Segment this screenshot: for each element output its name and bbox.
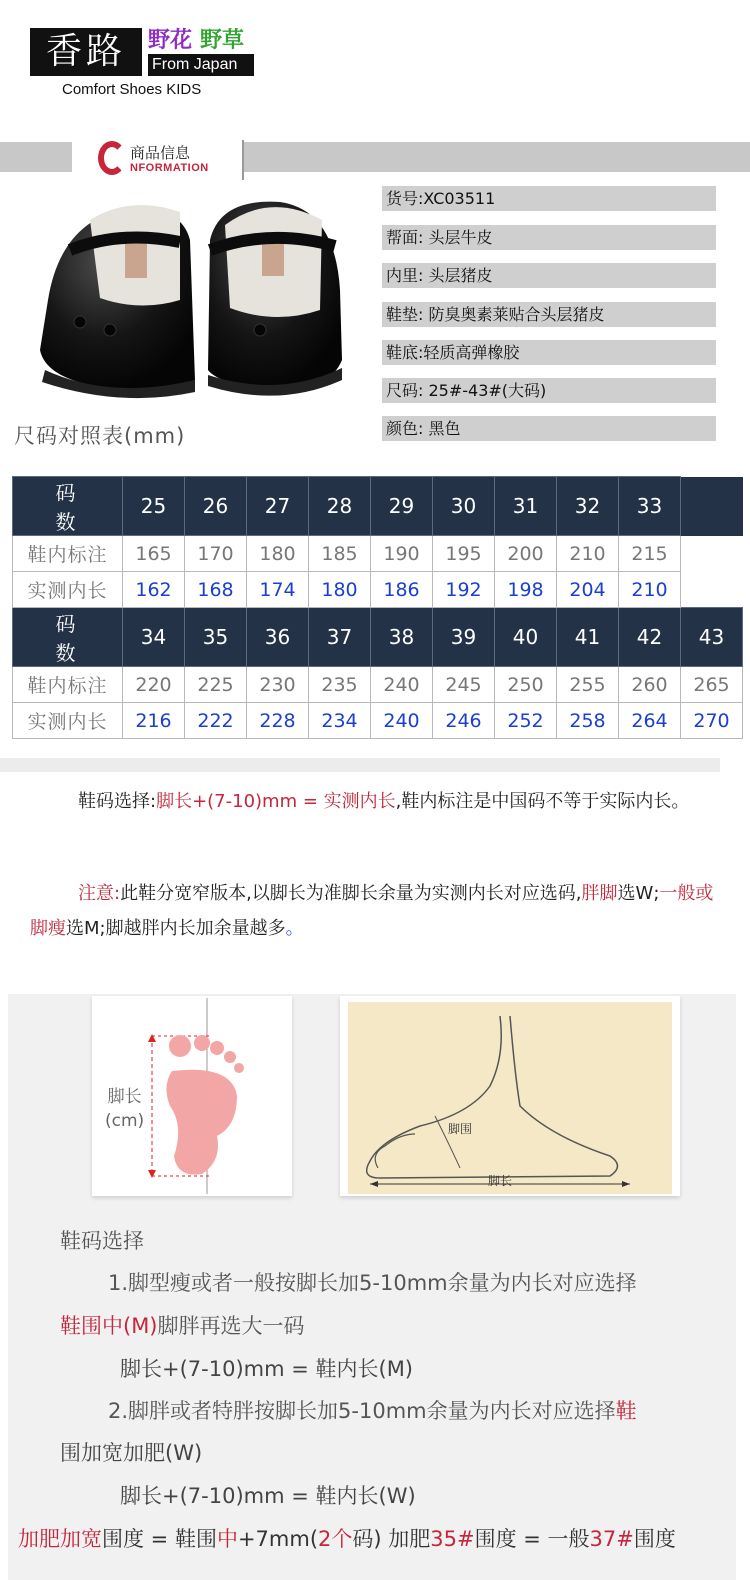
size-cell: 34 <box>123 608 185 667</box>
marked-cell: 190 <box>371 536 433 572</box>
footer-two: 2个 <box>318 1527 353 1551</box>
measured-cell: 216 <box>123 703 185 739</box>
attention-choose-m: 选M;脚越胖内长加余量越多 <box>66 918 286 939</box>
size-cell: 41 <box>557 608 619 667</box>
guide-item-2-shoe: 鞋 <box>615 1399 637 1423</box>
foot-girth-card <box>340 996 680 1196</box>
spec-item-sole: 鞋底:轻质高弹橡胶 <box>382 340 716 365</box>
footer-37: 37# <box>589 1527 634 1551</box>
attention-text: 此鞋分宽窄版本,以脚长为准脚长余量为实测内长对应选码, <box>120 883 582 904</box>
marked-cell: 235 <box>309 667 371 703</box>
size-cell: 39 <box>433 608 495 667</box>
right-shoe <box>208 202 342 396</box>
size-cell: 31 <box>495 477 557 536</box>
measured-cell: 210 <box>619 572 681 608</box>
footer-mid: 中 <box>216 1527 238 1551</box>
marked-cell: 195 <box>433 536 495 572</box>
footer-girth: 围度 = 鞋围 <box>102 1527 217 1551</box>
empty-cell <box>681 572 743 608</box>
spec-item-lining: 内里: 头层猪皮 <box>382 263 716 288</box>
table-row <box>13 703 743 739</box>
measured-cell: 174 <box>247 572 309 608</box>
guide-formula-w: 脚长+(7-10)mm = 鞋内长(W) <box>120 1484 416 1508</box>
table-row <box>13 477 743 536</box>
measured-cell: 264 <box>619 703 681 739</box>
empty-cell <box>681 536 743 572</box>
spec-item-upper: 帮面: 头层牛皮 <box>382 225 716 250</box>
size-cell: 42 <box>619 608 681 667</box>
section-divider <box>0 758 720 772</box>
size-cell: 36 <box>247 608 309 667</box>
attention-choose-w: 选W; <box>617 883 660 904</box>
length-label: 脚长 <box>488 1174 513 1188</box>
info-title: 商品信息 <box>130 144 191 162</box>
marked-cell: 240 <box>371 667 433 703</box>
foot-length-text: 脚长 <box>107 1087 142 1107</box>
foot-length-unit: (cm) <box>105 1111 145 1131</box>
size-cell: 38 <box>371 608 433 667</box>
measured-cell: 252 <box>495 703 557 739</box>
info-divider <box>242 140 244 180</box>
measured-cell: 204 <box>557 572 619 608</box>
measured-cell: 234 <box>309 703 371 739</box>
size-cell: 35 <box>185 608 247 667</box>
foot-length-label <box>105 1085 144 1133</box>
row-label-size: 码 数 <box>13 477 123 536</box>
marked-cell: 185 <box>309 536 371 572</box>
marked-cell: 165 <box>123 536 185 572</box>
marked-cell: 225 <box>185 667 247 703</box>
marked-cell: 215 <box>619 536 681 572</box>
empty-cell <box>681 477 743 536</box>
size-cell: 29 <box>371 477 433 536</box>
spec-item-size: 尺码: 25#-43#(大码) <box>382 378 716 403</box>
marked-cell: 245 <box>433 667 495 703</box>
note-text: ,鞋内标注是中国码不等于实际内长。 <box>395 791 690 812</box>
marked-cell: 255 <box>557 667 619 703</box>
brand-wild-flower: 野花 <box>148 28 193 53</box>
marked-cell: 210 <box>557 536 619 572</box>
row-label-marked: 鞋内标注 <box>13 667 123 703</box>
spec-item-insole: 鞋垫: 防臭奥素莱贴合头层猪皮 <box>382 302 716 327</box>
guide-width-w: 围加宽加肥(W) <box>60 1441 203 1465</box>
footer-wide: 加肥加宽 <box>18 1527 102 1551</box>
shoe-product-image <box>30 180 350 410</box>
measured-cell: 180 <box>309 572 371 608</box>
table-row <box>13 608 743 667</box>
brand-wild-grass: 野草 <box>200 28 245 53</box>
brand-tagline <box>148 28 244 54</box>
attention-note <box>30 876 730 946</box>
spec-item-color: 颜色: 黑色 <box>382 416 716 441</box>
measured-cell: 162 <box>123 572 185 608</box>
measured-cell: 198 <box>495 572 557 608</box>
guide-item-2-text: 2.脚胖或者特胖按脚长加5-10mm余量为内长对应选择 <box>108 1399 616 1423</box>
brand-logo: 香路 <box>30 28 142 76</box>
guide-item-1-cont <box>60 1305 305 1347</box>
marked-cell: 250 <box>495 667 557 703</box>
info-c-icon <box>98 141 126 175</box>
marked-cell: 230 <box>247 667 309 703</box>
measured-cell: 192 <box>433 572 495 608</box>
row-label-marked: 鞋内标注 <box>13 536 123 572</box>
info-bar-right <box>244 142 750 172</box>
measured-cell: 228 <box>247 703 309 739</box>
attention-period: 。 <box>285 918 304 939</box>
marked-cell: 170 <box>185 536 247 572</box>
size-cell: 37 <box>309 608 371 667</box>
marked-cell: 260 <box>619 667 681 703</box>
attention-fat-foot: 胖脚 <box>581 883 618 904</box>
measured-cell: 270 <box>681 703 743 739</box>
note-formula: 脚长+(7-10)mm = 实测内长 <box>156 791 396 812</box>
guide-footer <box>18 1518 676 1560</box>
marked-cell: 265 <box>681 667 743 703</box>
marked-cell: 220 <box>123 667 185 703</box>
footer-code: 码) 加肥 <box>352 1527 431 1551</box>
marked-cell: 180 <box>247 536 309 572</box>
measured-cell: 222 <box>185 703 247 739</box>
size-table <box>12 476 743 739</box>
size-cell: 26 <box>185 477 247 536</box>
guide-formula-m: 脚长+(7-10)mm = 鞋内长(M) <box>120 1357 414 1381</box>
table-row <box>13 667 743 703</box>
attention-label: 注意: <box>78 883 121 904</box>
brand-subtitle: Comfort Shoes KIDS <box>62 81 202 98</box>
footer-end: 围度 <box>633 1527 676 1551</box>
girth-label: 脚围 <box>448 1122 473 1136</box>
left-shoe <box>40 205 195 398</box>
row-label-measured: 实测内长 <box>13 703 123 739</box>
guide-item-2 <box>108 1390 637 1432</box>
guide-size-up: 脚胖再选大一码 <box>157 1314 305 1338</box>
row-label-size: 码 数 <box>13 608 123 667</box>
guide-width-m: 鞋围中(M) <box>60 1314 158 1338</box>
table-row <box>13 572 743 608</box>
size-cell: 25 <box>123 477 185 536</box>
marked-cell: 200 <box>495 536 557 572</box>
size-selection-note <box>30 784 730 819</box>
table-row <box>13 536 743 572</box>
row-label-measured: 实测内长 <box>13 572 123 608</box>
guide-item-1: 1.脚型瘦或者一般按脚长加5-10mm余量为内长对应选择 <box>108 1271 637 1295</box>
size-cell: 28 <box>309 477 371 536</box>
footer-equals: 围度 = 一般 <box>474 1527 590 1551</box>
footer-35: 35# <box>430 1527 475 1551</box>
size-cell: 43 <box>681 608 743 667</box>
measured-cell: 240 <box>371 703 433 739</box>
guide-title: 鞋码选择 <box>60 1229 144 1253</box>
size-chart-title: 尺码对照表(mm) <box>14 424 186 448</box>
footer-plus: +7mm( <box>237 1527 319 1551</box>
size-cell: 32 <box>557 477 619 536</box>
measured-cell: 258 <box>557 703 619 739</box>
size-cell: 30 <box>433 477 495 536</box>
spec-item-number: 货号:XC03511 <box>382 186 716 211</box>
attention-thin-foot: 一般或脚瘦 <box>30 883 714 939</box>
foot-side-illustration <box>340 996 680 1196</box>
size-cell: 40 <box>495 608 557 667</box>
measured-cell: 168 <box>185 572 247 608</box>
measured-cell: 246 <box>433 703 495 739</box>
brand-from-japan: From Japan <box>148 54 254 76</box>
size-cell: 27 <box>247 477 309 536</box>
size-cell: 33 <box>619 477 681 536</box>
info-subtitle: NFORMATION <box>130 162 209 174</box>
note-label: 鞋码选择: <box>78 791 157 812</box>
info-bar-left <box>0 142 72 172</box>
measured-cell: 186 <box>371 572 433 608</box>
